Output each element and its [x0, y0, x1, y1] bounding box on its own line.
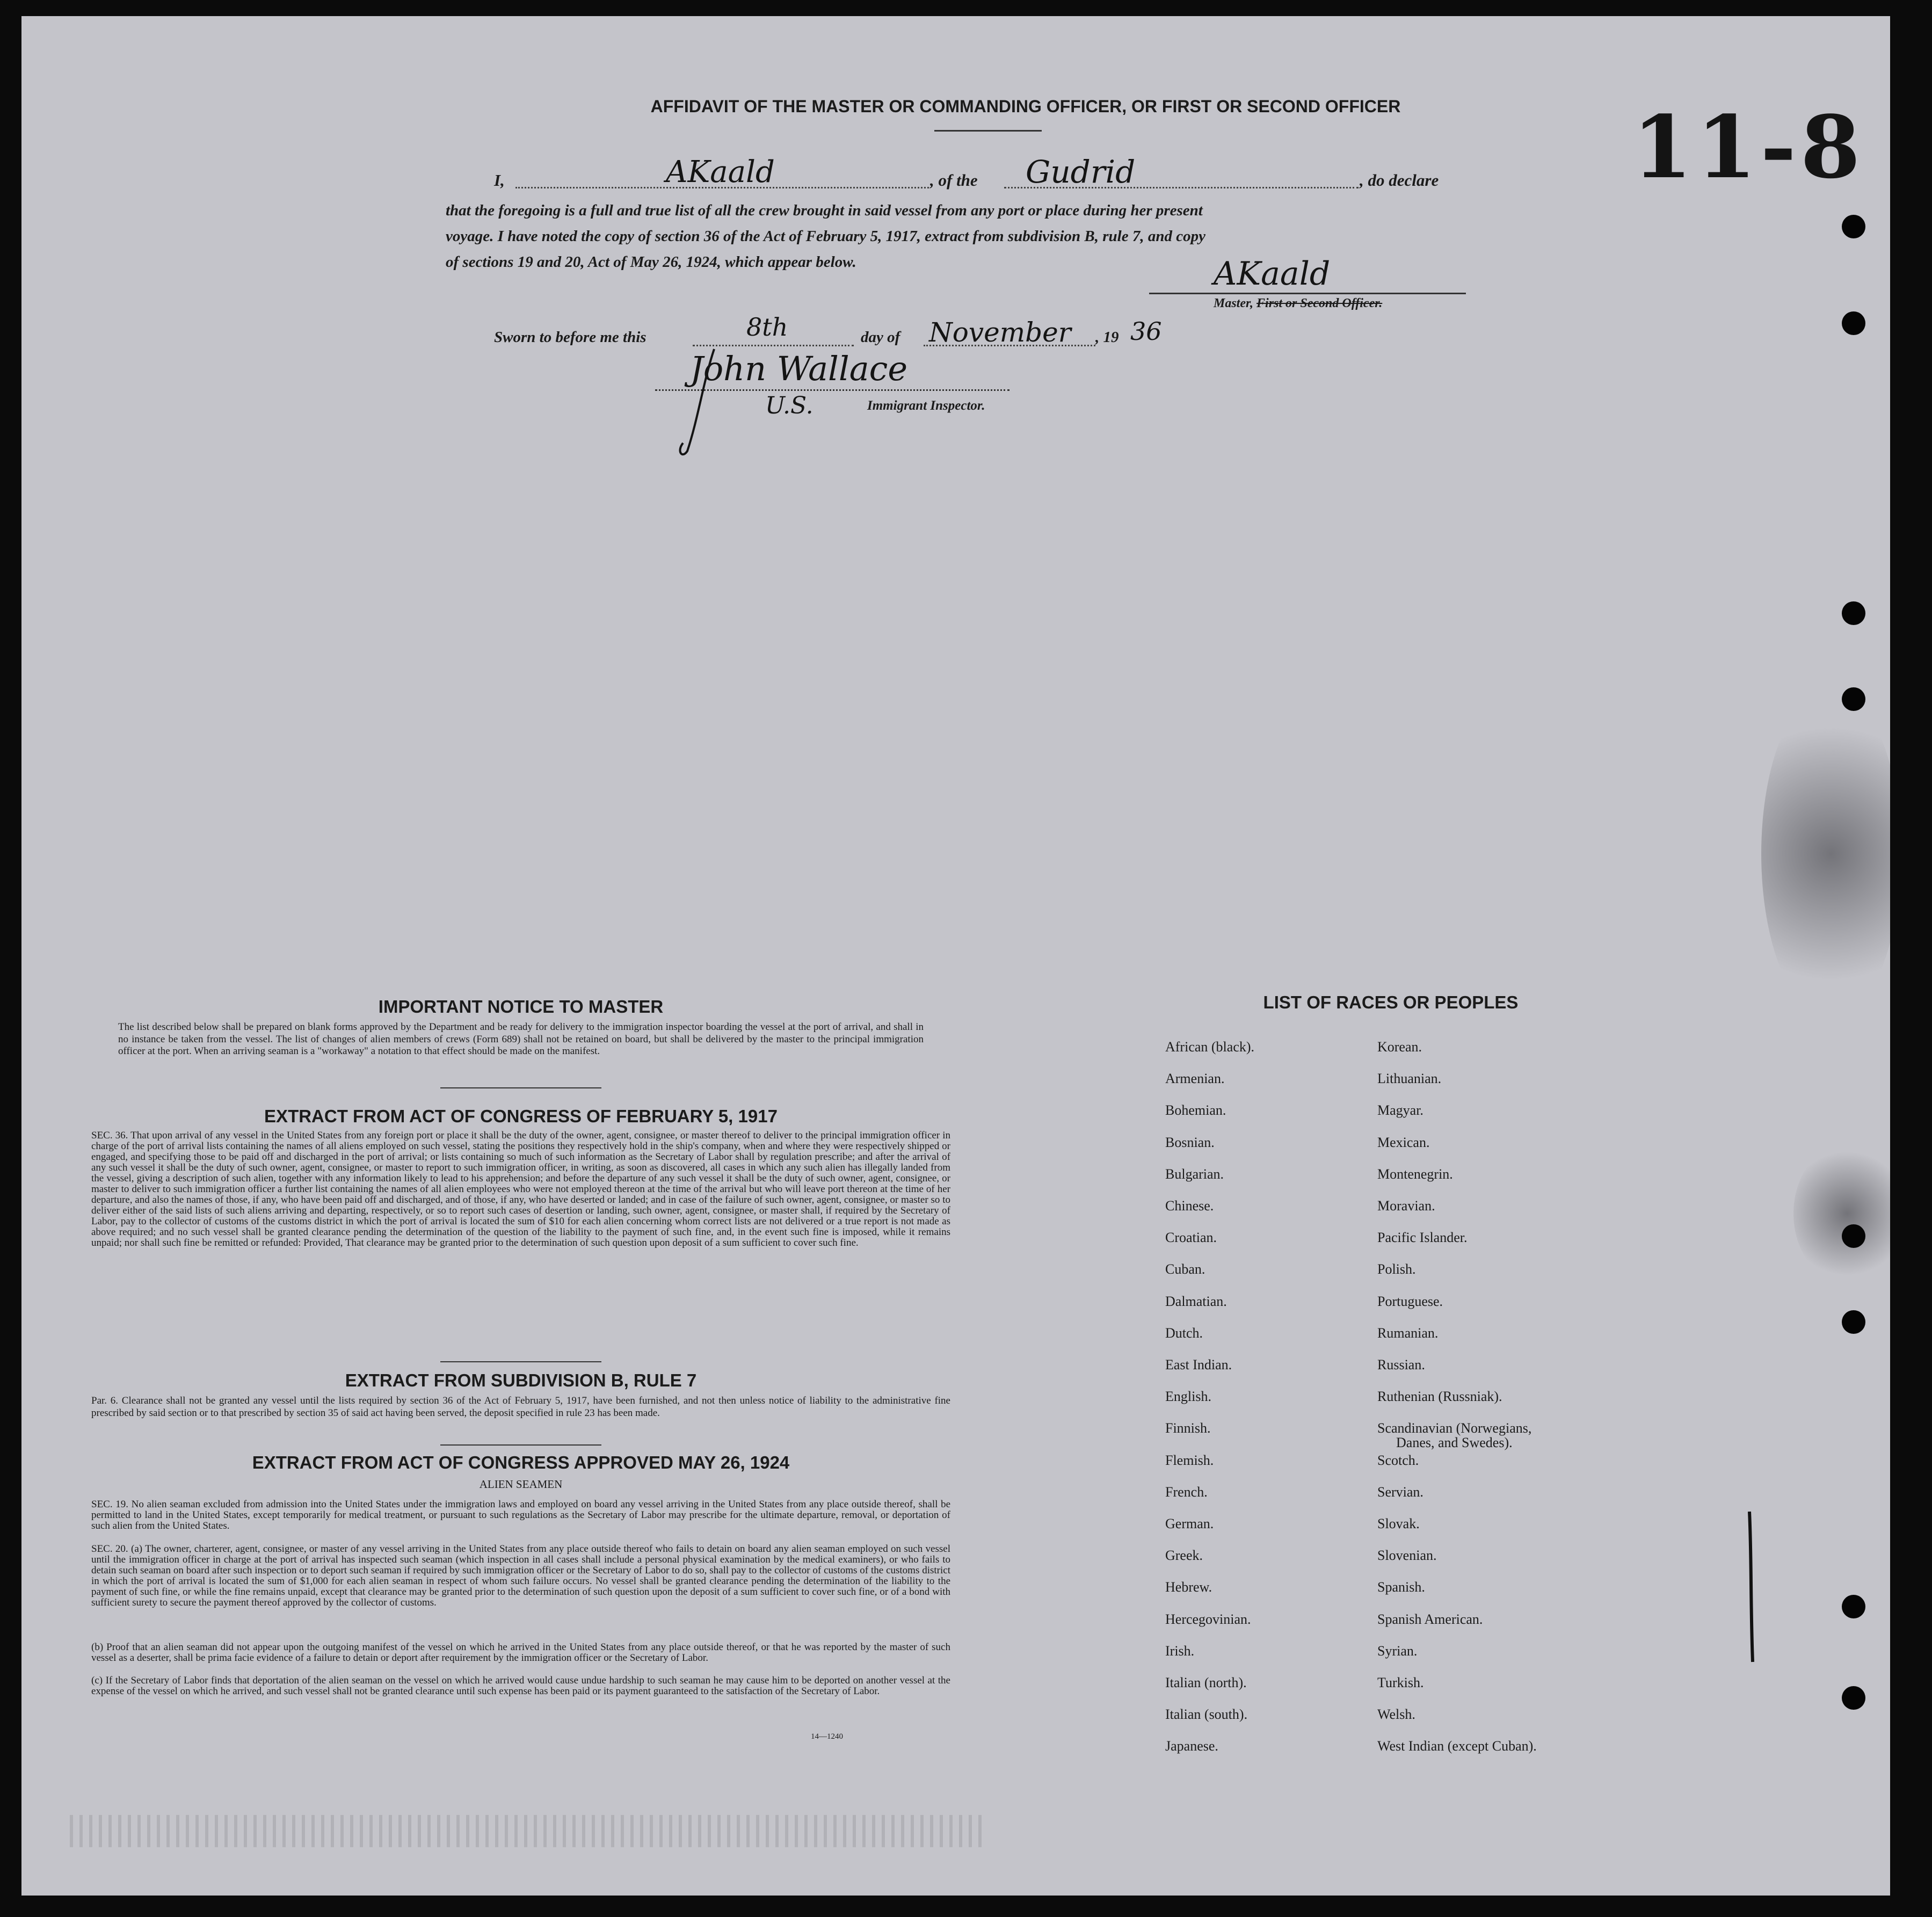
- water-stain: [1793, 1144, 1890, 1283]
- water-stain: [1761, 687, 1890, 1020]
- punch-hole: [1842, 601, 1865, 625]
- extract-1924-sec20a: SEC. 20. (a) The owner, charterer, agent, consignee, or master of any vessel arriving in the United States from any place outside thereof who fails to detain on board any alien seaman employed on such vessel until the immigration officer in charge at the port of arrival has inspected such seaman (which inspection in all cases shall include a personal physical examination by the medical examiners), or who fails to detain such seaman on board after such inspection or to deport such seaman if required by such immigration officer or the Secretary of Labor to do so, shall pay to the collector of customs of the customs district in which the port of arrival is located the sum of $1,000 for each alien seaman in respect of whom such failure occurs. No vessel shall be granted clearance pending the determination of the liability to the payment of such fine, or while the fine remains unpaid, except that clearance may be granted prior to the determination of such question upon the deposit of a sum sufficient to cover such fine, or of a bond with sufficient surety to secure the payment thereof approved by the collector of customs.: [91, 1543, 950, 1608]
- race-item: Lithuanian.: [1377, 1071, 1442, 1087]
- affidavit-title: AFFIDAVIT OF THE MASTER OR COMMANDING OFFICER, OR FIRST OR SECOND OFFICER: [650, 97, 1401, 116]
- affidavit-line4: of sections 19 and 20, Act of May 26, 1924, which appear below.: [446, 253, 856, 271]
- race-item: Irish.: [1165, 1643, 1195, 1659]
- race-item: Polish.: [1377, 1261, 1416, 1277]
- tally-mark: [1740, 1509, 1761, 1665]
- inspector-prefix: U.S.: [765, 392, 814, 419]
- sworn-month: November: [929, 317, 1071, 348]
- race-item: Slovak.: [1377, 1516, 1420, 1531]
- race-item: African (black).: [1165, 1039, 1255, 1055]
- race-item: Spanish American.: [1377, 1611, 1483, 1627]
- subdivision-b-body: Par. 6. Clearance shall not be granted any vessel until the lists required by section 36 of the Act of February 5, 1917, have been furnished, and not then unless notice of liability to the administrative fine prescribed by said section or to that prescribed by section 35 of said act having been served, the deposit specified in rule 23 has been made.: [91, 1395, 950, 1419]
- race-item: Scotch.: [1377, 1452, 1419, 1468]
- struck-caption: First or Second Officer.: [1256, 296, 1383, 310]
- race-item: Finnish.: [1165, 1420, 1211, 1436]
- race-item: Dutch.: [1165, 1325, 1203, 1341]
- vessel-name: Gudrid: [1026, 154, 1136, 190]
- punch-hole: [1842, 311, 1865, 335]
- race-item: German.: [1165, 1516, 1214, 1531]
- of-the-label: , of the: [930, 171, 978, 190]
- notice-title: IMPORTANT NOTICE TO MASTER: [378, 997, 664, 1016]
- race-item: East Indian.: [1165, 1357, 1232, 1373]
- extract-1924-sec19: SEC. 19. No alien seaman excluded from admission into the United States under the immigration laws and employed on board any vessel arriving in the United States from any place outside thereof, shall be permitted to land in the United States, except temporarily for medical treatment, or pursuant to such regulations as the Secretary of Labor may prescribe for the ultimate departure, removal, or deportation of such alien from the United States.: [91, 1499, 950, 1531]
- race-item: Magyar.: [1377, 1102, 1423, 1119]
- race-item: Chinese.: [1165, 1198, 1214, 1214]
- race-item: Scandinavian (Norwegians,: [1377, 1420, 1532, 1436]
- race-item: English.: [1165, 1389, 1211, 1405]
- race-item: Moravian.: [1377, 1198, 1435, 1214]
- affidavit-line2: that the foregoing is a full and true list of all the crew brought in said vessel from any port or place during her present: [446, 202, 1203, 219]
- extract-1917-body: SEC. 36. That upon arrival of any vessel in the United States from any foreign port or place it shall be the duty of the owner, agent, consignee, or master thereof to deliver to the principal immigration officer in charge of the port of arrival lists containing the names of all aliens employed on such vessel, stating the positions they respectively hold in the ship's company, when and where they were respectively shipped or engaged, and specifying those to be paid off and discharged in the port of arrival; or lists containing so much of such information as the Secretary of Labor shall by regulation prescribe; and after the arrival of any such vessel it shall be the duty of such owner, agent, consignee, or master to report to such immigration officer, in writing, as soon as discovered, all cases in which any such alien has illegally landed from the vessel, giving a description of such alien, together with any information likely to lead to his apprehension; and before the departure of any such vessel it shall be the duty of such owner, agent, consignee, or master to deliver to such immigration officer a further list containing the names of all alien employees who were not employed thereon at the time of the arrival but who will leave port thereon at the time of her departure, and also the names of those, if any, who have been paid off and discharged, and of those, if any, who have deserted or landed; and in case of the failure of such owner, agent, consignee, or master so to deliver either of the said lists of such aliens arriving and departing, respectively, or so to report such cases of desertion or landing, such owner, agent, consignee, or master shall, if required by the Secretary of Labor, pay to the collector of customs of the customs district in which the port of arrival is located the sum of $10 for each alien concerning whom correct lists are not delivered or a true report is not made as above required; and no such vessel shall be granted clearance pending the determination of the question of the liability to the payment of such fine, and, in the event such fine is imposed, while it remains unpaid; nor shall such fine be remitted or refunded: Provided, That clearance may be granted prior to the determination of such question upon deposit of a sum sufficient to cover such fine.: [91, 1130, 950, 1248]
- race-item: Dalmatian.: [1165, 1293, 1227, 1309]
- race-item: French.: [1165, 1484, 1208, 1500]
- signature-flourish: [677, 344, 741, 462]
- race-item: Bohemian.: [1165, 1102, 1226, 1119]
- do-declare-label: , do declare: [1360, 171, 1439, 190]
- signature-line: [1149, 293, 1466, 294]
- divider: [440, 1087, 601, 1088]
- race-item: Syrian.: [1377, 1643, 1418, 1659]
- race-item: Hebrew.: [1165, 1579, 1212, 1595]
- form-number: 14—1240: [811, 1732, 843, 1741]
- manifest-page: [21, 16, 1890, 1896]
- race-item: Mexican.: [1377, 1134, 1430, 1150]
- extract-1924-title: EXTRACT FROM ACT OF CONGRESS APPROVED MAY 26, 1924: [252, 1453, 790, 1472]
- officer-name: AKaald: [666, 155, 775, 190]
- race-item: Portuguese.: [1377, 1293, 1443, 1309]
- punch-hole: [1842, 215, 1865, 238]
- race-item: Italian (south).: [1165, 1707, 1248, 1723]
- race-item: Pacific Islander.: [1377, 1230, 1468, 1246]
- race-item: Russian.: [1377, 1357, 1425, 1373]
- punch-hole: [1842, 1224, 1865, 1248]
- master-signature: AKaald: [1214, 255, 1331, 293]
- race-item: Korean.: [1377, 1039, 1422, 1055]
- race-item: Italian (north).: [1165, 1675, 1247, 1690]
- extract-1924-sec20b: (b) Proof that an alien seaman did not appear upon the outgoing manifest of the vessel on which he arrived in the United States from any place outside thereof, or that he was reported by the master of such vessel as a deserter, shall be prima facie evidence of a failure to detain or deport after requirement by the immigration officer or the Secretary of Labor.: [91, 1642, 950, 1664]
- pronoun: I,: [494, 171, 505, 190]
- race-item: Croatian.: [1165, 1230, 1217, 1246]
- race-item: Danes, and Swedes).: [1396, 1435, 1513, 1451]
- subdivision-b-title: EXTRACT FROM SUBDIVISION B, RULE 7: [345, 1370, 697, 1390]
- race-item: Turkish.: [1377, 1675, 1424, 1690]
- race-item: Ruthenian (Russniak).: [1377, 1389, 1502, 1405]
- punch-hole: [1842, 1595, 1865, 1618]
- race-item: Montenegrin.: [1377, 1166, 1453, 1182]
- race-item: Greek.: [1165, 1548, 1203, 1564]
- race-item: Rumanian.: [1377, 1325, 1439, 1341]
- extract-1924-subtitle: ALIEN SEAMEN: [479, 1478, 563, 1491]
- punch-hole: [1842, 687, 1865, 711]
- extract-1924-sec20c: (c) If the Secretary of Labor finds that deportation of the alien seaman on the vessel on which he arrived would cause undue hardship to such seaman he may cause him to be deported on another vessel at the expense of the vessel on which he arrived, and such vessel shall not be granted clearance until such expense has been paid or its payment guaranteed to the satisfaction of the Secretary of Labor.: [91, 1675, 950, 1697]
- race-item: Slovenian.: [1377, 1548, 1437, 1564]
- race-item: Armenian.: [1165, 1071, 1225, 1087]
- sworn-year: 36: [1130, 317, 1162, 346]
- race-item: Japanese.: [1165, 1738, 1218, 1754]
- faint-stamp: [70, 1815, 983, 1847]
- affidavit-line3: voyage. I have noted the copy of section 36 of the Act of February 5, 1917, extract from subdivision B, rule 7, and copy: [446, 228, 1205, 245]
- race-item: Servian.: [1377, 1484, 1423, 1500]
- race-item: Welsh.: [1377, 1707, 1415, 1723]
- sworn-day: 8th: [746, 313, 788, 342]
- punch-hole: [1842, 1686, 1865, 1710]
- page-number: 11-8: [1632, 97, 1865, 198]
- race-item: Cuban.: [1165, 1261, 1205, 1277]
- divider: [934, 130, 1042, 132]
- master-caption: Master,: [1214, 296, 1254, 310]
- sworn-label: Sworn to before me this: [494, 329, 647, 346]
- race-item: Bosnian.: [1165, 1134, 1215, 1150]
- races-title: LIST OF RACES OR PEOPLES: [1263, 992, 1519, 1012]
- year-prefix: , 19: [1095, 329, 1119, 346]
- notice-body: The list described below shall be prepared on blank forms approved by the Department and be ready for delivery to the immigration inspector boarding the vessel at the port of arrival, and shall in no instance be taken from the vessel. The list of changes of alien members of crews (Form 689) shall not be retained on board, but shall be delivered by the master to the principal immigration officer at the port. When an arriving seaman is a "workaway" a notation to that effect should be made on the manifest.: [118, 1021, 924, 1057]
- punch-hole: [1842, 1310, 1865, 1334]
- signature-caption: [1214, 296, 1382, 311]
- day-of-label: day of: [861, 329, 900, 346]
- race-item: Hercegovinian.: [1165, 1611, 1251, 1627]
- divider: [440, 1361, 601, 1362]
- inspector-caption: Immigrant Inspector.: [867, 398, 985, 413]
- race-item: West Indian (except Cuban).: [1377, 1738, 1537, 1754]
- race-item: Flemish.: [1165, 1452, 1214, 1468]
- divider: [440, 1444, 601, 1446]
- race-item: Spanish.: [1377, 1579, 1425, 1595]
- race-item: Bulgarian.: [1165, 1166, 1224, 1182]
- affidavit-line1: [494, 154, 1525, 193]
- extract-1917-title: EXTRACT FROM ACT OF CONGRESS OF FEBRUARY 5, 1917: [264, 1106, 778, 1126]
- inspector-signature: John Wallace: [690, 349, 908, 388]
